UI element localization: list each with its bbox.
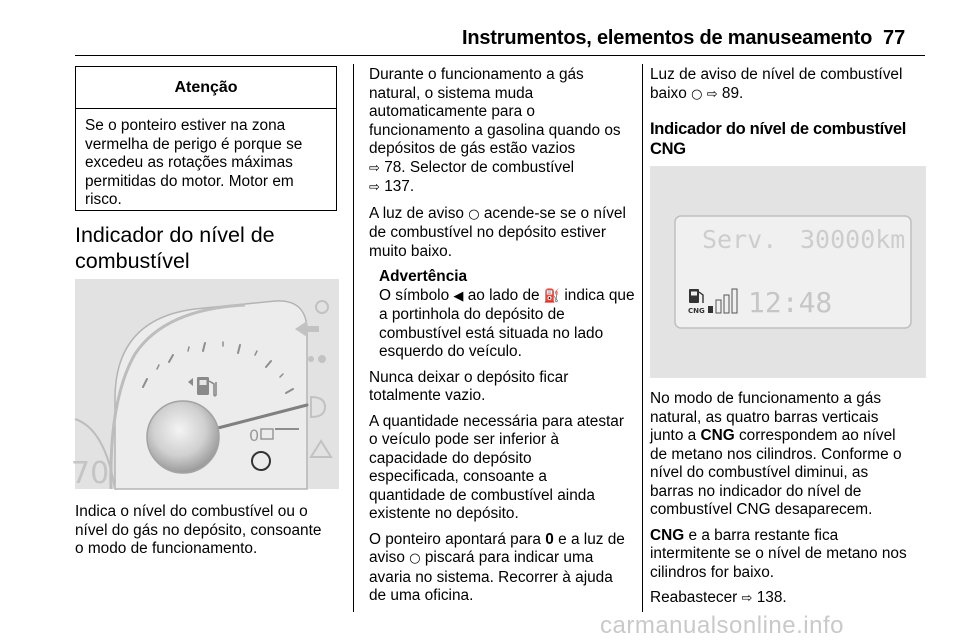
page-reference-arrow-icon: ⇨ — [369, 180, 380, 195]
fuel-level-heading: Indicador do nível de combustível — [75, 223, 275, 273]
cng-fuel-level-heading: Indicador do nível de combustível CNG — [650, 120, 906, 158]
page-ref-link-137[interactable]: 137. — [384, 178, 415, 195]
header-rule — [75, 55, 925, 56]
attention-box — [75, 66, 337, 211]
paragraph-pointer-fault: O ponteiro apontará para 0 e a luz de aviso ○ piscará para indicar uma avaria no sistema. Recorrer à ajuda de uma oficina. — [369, 530, 625, 604]
speedometer-digits: 70 — [71, 456, 110, 491]
cng-display-illustration — [650, 166, 926, 378]
paragraph-refuel: Reabastecer ⇨ 138. — [650, 589, 787, 606]
page-reference-arrow-icon: ⇨ — [706, 86, 718, 102]
column-divider-1 — [353, 64, 354, 612]
page-reference-arrow-icon: ⇨ — [741, 591, 753, 606]
column-divider-2 — [642, 64, 643, 612]
running-header-title: Instrumentos, elementos de manuseamento — [462, 27, 873, 49]
cng-label: CNG — [688, 307, 705, 315]
page-ref-link-138[interactable]: 138. — [756, 589, 787, 606]
page-ref-link-89[interactable]: 89. — [721, 84, 744, 102]
paragraph-auto-switch: Durante o funcionamento a gás natural, o sistema muda automaticamente para o funcionamento a gasolina quando os depósitos de gás estão vazios ⇨ 78. Selector de combustível ⇨ 137. — [369, 66, 621, 195]
paragraph-quantity: A quantidade necessária para atestar o veículo pode ser inferior à capacidade do depósito especificada, consoante a quantidade de combustível ainda existente no depósito. — [369, 412, 624, 522]
low-fuel-lamp-paragraph: Luz de aviso de nível de combustível baixo ○ ⇨ 89. — [650, 66, 903, 102]
watermark-footer: carmanualsonline.info — [600, 612, 844, 639]
paragraph-warning-lamp: A luz de aviso ○ acende-se se o nível de combustível no depósito estiver muito baixo. — [369, 204, 626, 260]
advertencia-note: Advertência O símbolo ◀ ao lado de ⛽ indica que a portinhola do depósito de combustível está situada no lado esquerdo do veículo. — [379, 268, 635, 360]
clock-reading: 12:48 — [748, 286, 833, 319]
service-label: Serv. — [702, 225, 778, 254]
fuel-gauge-illustration — [71, 279, 339, 491]
fuel-level-description: Indica o nível do combustível ou o nível do gás no depósito, consoante o modo de funcionamento. — [75, 503, 322, 557]
warning-lamp-circle-icon: ○ — [409, 551, 421, 566]
column-2-text — [369, 66, 637, 613]
gauge-hub — [147, 401, 219, 473]
column-3-text — [650, 390, 940, 616]
paragraph-never-empty: Nunca deixar o depósito ficar totalmente vazio. — [369, 368, 569, 404]
warning-lamp-circle-icon: ○ — [468, 206, 480, 222]
page-reference-arrow-icon: ⇨ — [369, 160, 380, 176]
warning-lamp-circle-icon: ○ — [691, 86, 703, 102]
fuel-pump-icon: ⛽ — [543, 288, 561, 304]
gauge-zero-label: 0 — [249, 426, 260, 445]
page-number: 77 — [883, 27, 906, 49]
attention-text: Se o ponteiro estiver na zona vermelha de perigo é porque se excedeu as rotações máximas permitidas do motor. Motor em risco. — [85, 117, 303, 208]
triangle-left-icon: ◀ — [453, 288, 464, 304]
odometer-reading: 30000km — [800, 225, 906, 254]
paragraph-cng-bars: No modo de funcionamento a gás natural, as quatro barras verticais junto a CNG correspondem ao nível de metano nos cilindros. Conforme o nível do combustível diminui, as barras no indicador do nível de combustível CNG desaparecem. — [650, 390, 902, 518]
attention-title: Atenção — [76, 67, 336, 109]
page-ref-link-78[interactable]: 78. Selector de combustível — [384, 158, 575, 176]
paragraph-cng-blink: CNG e a barra restante fica intermitente se o nível de metano nos cilindros for baixo. — [650, 526, 907, 581]
